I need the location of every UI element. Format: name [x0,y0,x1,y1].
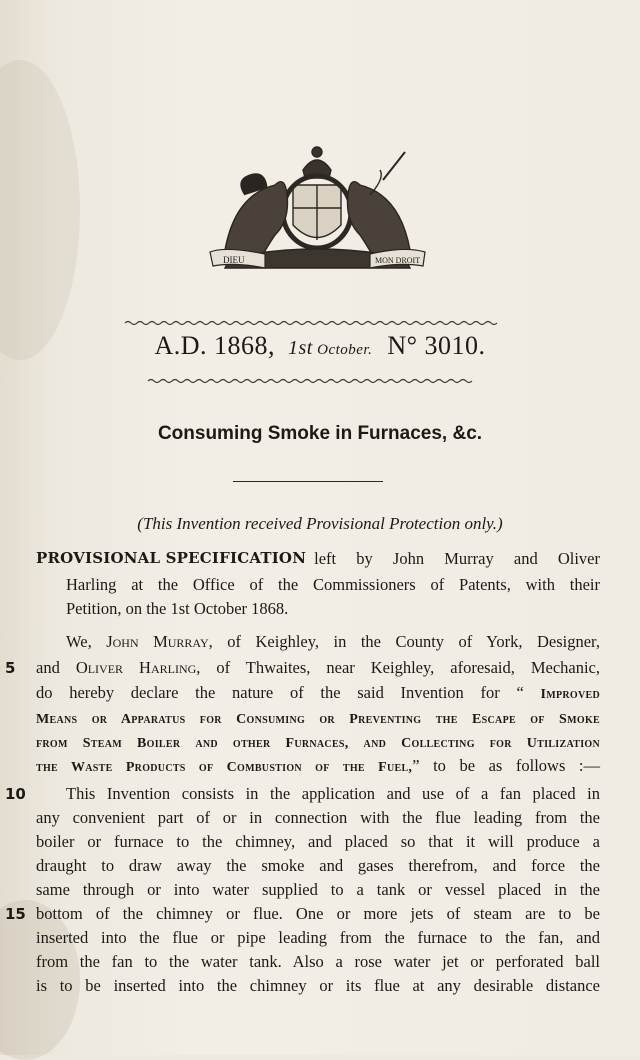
body-line [36,930,600,947]
body-line [66,634,600,651]
body-text-segment: same through or into water supplied to a tank or vessel placed in the [36,880,600,899]
body-text-segment: This Invention consists in the application and use of a fan placed in [66,784,600,803]
body-text-segment: We, [66,632,107,651]
day: 1st [288,337,313,359]
body-text-segment: is to be inserted into the chimney or its flue at any desirable distance [36,976,600,995]
body-text-segment: Oliver Harling [75,658,197,677]
body-line [36,906,600,923]
body-text-segment: , of Keighley, in the County of York, Designer, [208,632,601,651]
motto-right: MON DROIT [375,256,421,265]
body-text-segment: inserted into the flue or pipe leading from the furnace to the fan, and [36,928,600,947]
ornamental-rule-top [0,318,640,328]
provisional-line-2: Harling at the Office of the Commissioners of Patents, with their [66,575,600,594]
year: 1868, [214,331,276,360]
motto-left: DIEU [223,255,245,265]
body-line [36,858,600,875]
ad-label: A.D. [154,331,208,360]
body-text-segment: ” to be as follows :— [412,756,600,775]
royal-coat-of-arms [205,140,430,275]
body-line [36,710,600,727]
body-line [36,978,600,995]
body-text-segment: draught to draw away the smoke and gases therefrom, and force the [36,856,600,875]
body-line [36,834,600,851]
number-prefix: N° [387,331,418,360]
body-line [36,954,600,971]
body-line [36,810,600,827]
body-line [36,882,600,899]
body-text-segment: , of Thwaites, near Keighley, aforesaid, Mechanic, [196,658,600,677]
body-text-segment: the Waste Products of Combustion of the Fuel, [36,760,413,775]
body-text-segment: any convenient part of or in connection with the flue leading from the [36,808,600,827]
body-line [36,758,600,775]
date [288,337,373,359]
body-text-segment: from Steam Boiler and other Furnaces, and Collecting for Utilization [36,736,600,751]
body-text-segment: John Murray [106,632,209,651]
body-text-segment: Improved [540,687,600,702]
title-divider [233,481,383,482]
month: October. [317,342,373,358]
body-line [36,734,600,751]
body-text-segment: from the fan to the water tank. Also a rose water jet or perforated ball [36,952,600,971]
body-line [36,685,600,702]
body-text-segment: bottom of the chimney or flue. One or more jets of steam are to be [36,904,600,923]
line-number: 10 [5,785,26,803]
ornamental-rule-bottom [0,376,640,386]
patent-number: 3010. [424,331,486,360]
invention-note: (This Invention received Provisional Protection only.) [137,514,503,533]
patent-title: Consuming Smoke in Furnaces, &c. [157,423,483,444]
line-number: 5 [5,659,16,677]
body-line [66,786,600,803]
body-text-segment: do hereby declare the nature of the said Invention for “ [36,683,541,702]
provisional-line-1 [36,551,600,568]
body-line [36,660,600,677]
line-number: 15 [5,905,26,923]
provisional-heading: PROVISIONAL SPECIFICATION [36,549,307,567]
body-text-segment: boiler or furnace to the chimney, and placed so that it will produce a [36,832,600,851]
body-text-segment: and [36,658,76,677]
patent-number-line [0,331,640,361]
provisional-line-1-rest: left by John Murray and Oliver [314,549,600,568]
provisional-line-3: Petition, on the 1st October 1868. [66,599,289,618]
body-text-segment: Means or Apparatus for Consuming or Preventing the Escape of Smoke [36,712,600,727]
